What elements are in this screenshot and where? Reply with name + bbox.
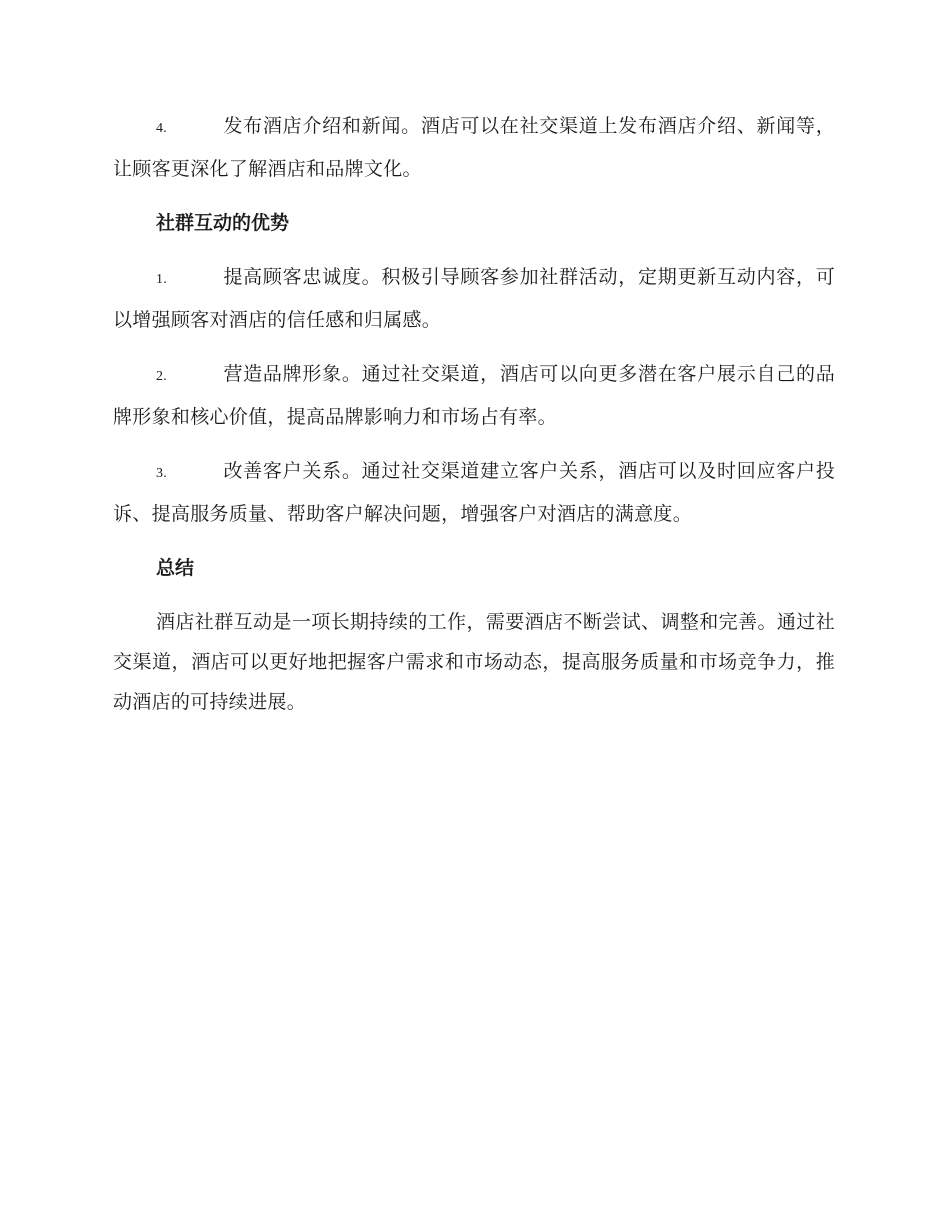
list-item-text: 提高顾客忠诚度。积极引导顾客参加社群活动，定期更新互动内容，可以增强顾客对酒店的信任感和归属感。 bbox=[113, 266, 835, 331]
list-number: 4. bbox=[156, 121, 168, 136]
summary-paragraph: 酒店社群互动是一项长期持续的工作，需要酒店不断尝试、调整和完善。通过社交渠道，酒店可以更好地把握客户需求和市场动态，提高服务质量和市场竞争力，推动酒店的可持续进展。 bbox=[113, 611, 835, 713]
section-heading-advantages: 社群互动的优势 bbox=[156, 212, 290, 234]
list-item-2 bbox=[113, 354, 835, 437]
list-item-text: 改善客户关系。通过社交渠道建立客户关系，酒店可以及时回应客户投诉、提高服务质量、帮助客户解决问题，增强客户对酒店的满意度。 bbox=[113, 460, 835, 525]
list-number: 3. bbox=[156, 466, 168, 481]
list-number: 2. bbox=[156, 369, 168, 384]
list-item-4 bbox=[113, 106, 835, 189]
list-item-1 bbox=[113, 257, 835, 340]
list-number: 1. bbox=[156, 272, 168, 287]
list-item-3 bbox=[113, 451, 835, 534]
list-item-text: 营造品牌形象。通过社交渠道，酒店可以向更多潜在客户展示自己的品牌形象和核心价值，提高品牌影响力和市场占有率。 bbox=[113, 363, 835, 428]
list-item-text: 发布酒店介绍和新闻。酒店可以在社交渠道上发布酒店介绍、新闻等，让顾客更深化了解酒店和品牌文化。 bbox=[113, 115, 835, 180]
section-heading-summary: 总结 bbox=[156, 557, 195, 579]
document-page bbox=[113, 106, 835, 736]
